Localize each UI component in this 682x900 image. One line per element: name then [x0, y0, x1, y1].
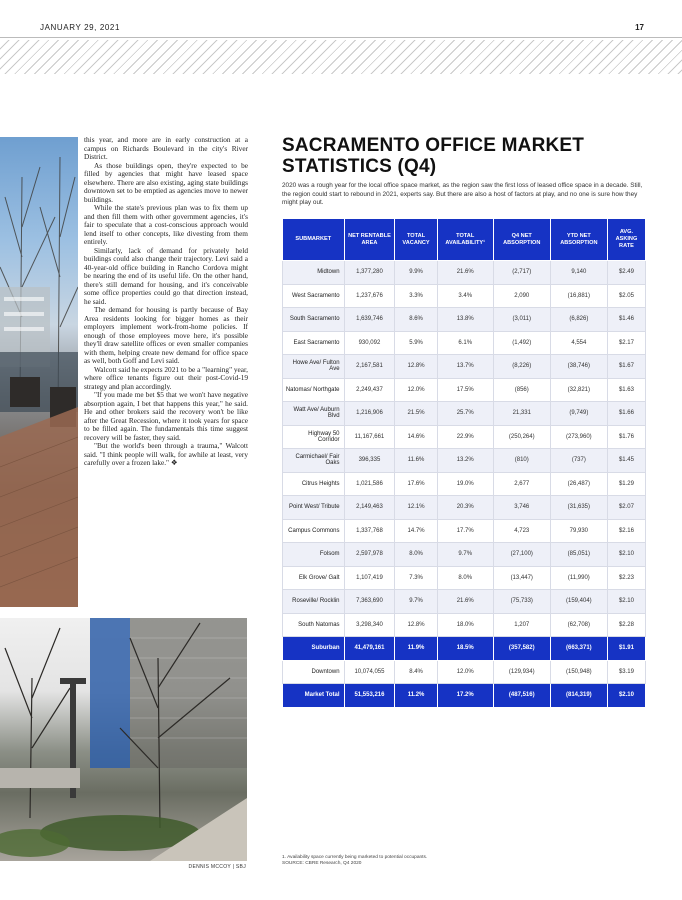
cell-total-vacancy: 12.8% [395, 613, 437, 637]
table-row [283, 637, 646, 661]
cell-submarket: South Sacramento [283, 308, 345, 332]
article-text [84, 136, 248, 468]
cell-avg-asking-rate: $2.10 [607, 590, 645, 614]
cell-total-availability: 3.4% [437, 284, 493, 308]
cell-total-availability: 21.6% [437, 261, 493, 285]
table-row [283, 590, 646, 614]
cell-total-availability: 13.7% [437, 355, 493, 379]
table-row [283, 378, 646, 402]
cell-submarket: South Natomas [283, 613, 345, 637]
table-row [283, 519, 646, 543]
cell-q4-net-absorption: 2,677 [493, 472, 550, 496]
table-row [283, 543, 646, 567]
table-row [283, 355, 646, 379]
cell-ytd-net-absorption: 4,554 [550, 331, 607, 355]
cell-ytd-net-absorption: (16,881) [550, 284, 607, 308]
cell-ytd-net-absorption: (814,319) [550, 684, 607, 708]
cell-ytd-net-absorption: (32,821) [550, 378, 607, 402]
cell-avg-asking-rate: $2.17 [607, 331, 645, 355]
cell-submarket: Midtown [283, 261, 345, 285]
cell-total-vacancy: 7.3% [395, 566, 437, 590]
cell-total-vacancy: 8.6% [395, 308, 437, 332]
cell-total-vacancy: 12.0% [395, 378, 437, 402]
table-header-row [283, 219, 646, 261]
cell-net-rentable-area: 1,639,746 [344, 308, 395, 332]
cell-submarket: West Sacramento [283, 284, 345, 308]
cell-net-rentable-area: 930,092 [344, 331, 395, 355]
cell-q4-net-absorption: (357,582) [493, 637, 550, 661]
cell-total-availability: 21.6% [437, 590, 493, 614]
cell-q4-net-absorption: (27,100) [493, 543, 550, 567]
table-row [283, 261, 646, 285]
cell-net-rentable-area: 1,107,419 [344, 566, 395, 590]
table-row [283, 402, 646, 426]
table-row [283, 308, 646, 332]
cell-total-availability: 9.7% [437, 543, 493, 567]
cell-net-rentable-area: 2,167,581 [344, 355, 395, 379]
building-photo [0, 618, 247, 861]
cell-total-availability: 17.5% [437, 378, 493, 402]
table-row [283, 496, 646, 520]
table-row [283, 449, 646, 473]
article-paragraph: Walcott said he expects 2021 to be a "learning" year, where office tenants figure out their post-Covid-19 strategy and plan accordingly. [84, 364, 248, 391]
cell-q4-net-absorption: 1,207 [493, 613, 550, 637]
cell-ytd-net-absorption: (6,826) [550, 308, 607, 332]
cell-ytd-net-absorption: (663,371) [550, 637, 607, 661]
cell-submarket: Campus Commons [283, 519, 345, 543]
cell-total-vacancy: 3.3% [395, 284, 437, 308]
cell-total-vacancy: 11.2% [395, 684, 437, 708]
cell-total-vacancy: 12.1% [395, 496, 437, 520]
column-header-net-rentable-area: NET RENTABLE AREA [344, 219, 395, 261]
cell-submarket: Watt Ave/ Auburn Blvd [283, 402, 345, 426]
cell-q4-net-absorption: (75,733) [493, 590, 550, 614]
cell-ytd-net-absorption: (150,948) [550, 660, 607, 684]
article-paragraph: As those buildings open, they're expected to be filled by agencies that might have leased space elsewhere. There are also existing, aging state buildings downtown set to be emptied as agencies move to newer buildings. [84, 160, 248, 204]
table-row [283, 684, 646, 708]
cell-avg-asking-rate: $1.91 [607, 637, 645, 661]
cell-total-availability: 18.5% [437, 637, 493, 661]
cell-q4-net-absorption: (13,447) [493, 566, 550, 590]
issue-date: JANUARY 29, 2021 [40, 23, 121, 32]
cell-q4-net-absorption: (8,226) [493, 355, 550, 379]
office-market-table [282, 218, 646, 708]
cell-q4-net-absorption: (856) [493, 378, 550, 402]
cell-avg-asking-rate: $2.10 [607, 543, 645, 567]
cell-total-availability: 25.7% [437, 402, 493, 426]
column-header-q4-net-absorption: Q4 NET ABSORPTION [493, 219, 550, 261]
cell-avg-asking-rate: $3.19 [607, 660, 645, 684]
cell-total-availability: 6.1% [437, 331, 493, 355]
article-paragraph: Similarly, lack of demand for privately held buildings could also change their trajectory. Levi said a 40-year-old office building in Rancho Cordova might be nearing the end of its useful life. On the other hand, there's still demand for housing, and it's conceivable some office properties could go that direction instead, he said. [84, 245, 248, 306]
cell-submarket: Highway 50 Corridor [283, 425, 345, 449]
cell-ytd-net-absorption: (85,051) [550, 543, 607, 567]
cell-ytd-net-absorption: (31,635) [550, 496, 607, 520]
cell-ytd-net-absorption: (62,708) [550, 613, 607, 637]
cell-submarket: Folsom [283, 543, 345, 567]
table-row [283, 660, 646, 684]
cell-submarket: Point West/ Tribute [283, 496, 345, 520]
cell-submarket: East Sacramento [283, 331, 345, 355]
cell-ytd-net-absorption: (273,960) [550, 425, 607, 449]
cell-submarket: Citrus Heights [283, 472, 345, 496]
cell-total-availability: 17.2% [437, 684, 493, 708]
cell-total-availability: 13.2% [437, 449, 493, 473]
cell-ytd-net-absorption: (737) [550, 449, 607, 473]
cell-net-rentable-area: 10,074,055 [344, 660, 395, 684]
cell-net-rentable-area: 41,479,161 [344, 637, 395, 661]
cell-avg-asking-rate: $2.23 [607, 566, 645, 590]
cell-avg-asking-rate: $2.16 [607, 519, 645, 543]
cell-submarket: Natomas/ Northgate [283, 378, 345, 402]
article-paragraph: "But the world's been through a trauma," Walcott said. "I think people will walk, for awhile at least, very carefully over a frozen lake." ❖ [84, 441, 248, 467]
availability-footnote: 1. Availability space currently being marketed to potential occupants. [282, 855, 428, 860]
cell-ytd-net-absorption: (26,487) [550, 472, 607, 496]
cell-total-availability: 17.7% [437, 519, 493, 543]
cell-ytd-net-absorption: (38,746) [550, 355, 607, 379]
cell-total-vacancy: 11.9% [395, 637, 437, 661]
table-row [283, 284, 646, 308]
cell-q4-net-absorption: (487,516) [493, 684, 550, 708]
table-row [283, 613, 646, 637]
stats-title: SACRAMENTO OFFICE MARKET STATISTICS (Q4) [282, 135, 585, 177]
cell-avg-asking-rate: $2.07 [607, 496, 645, 520]
table-body [283, 261, 646, 708]
cell-net-rentable-area: 396,335 [344, 449, 395, 473]
cell-net-rentable-area: 7,363,690 [344, 590, 395, 614]
cell-total-vacancy: 12.8% [395, 355, 437, 379]
cell-net-rentable-area: 1,377,280 [344, 261, 395, 285]
cell-avg-asking-rate: $1.45 [607, 449, 645, 473]
cell-total-vacancy: 14.7% [395, 519, 437, 543]
column-header-total-availability: TOTAL AVAILABILITY¹ [437, 219, 493, 261]
cell-submarket: Suburban [283, 637, 345, 661]
cell-submarket: Carmichael/ Fair Oaks [283, 449, 345, 473]
table-footnote [282, 855, 652, 867]
cell-total-vacancy: 17.6% [395, 472, 437, 496]
cell-total-availability: 22.9% [437, 425, 493, 449]
cell-avg-asking-rate: $2.05 [607, 284, 645, 308]
cell-total-vacancy: 5.9% [395, 331, 437, 355]
article-paragraph: "If you made me bet $5 that we won't have negative absorption again, I bet that happens this year," he said. He and other brokers said the recovery won't be like after the Great Recession, where it took years for space to be filled again. The fundamentals this time suggest recovery will be faster, they said. [84, 390, 248, 442]
decorative-hatch-band [0, 40, 682, 74]
table-row [283, 566, 646, 590]
cell-q4-net-absorption: (129,934) [493, 660, 550, 684]
cell-net-rentable-area: 1,021,586 [344, 472, 395, 496]
cell-submarket: Howe Ave/ Fulton Ave [283, 355, 345, 379]
street-photo-art [0, 137, 78, 607]
article-paragraph: While the state's previous plan was to fix them up and then fill them with other government agencies, it's fair to speculate that a cost-conscious approach would lend itself to other concepts, like divesting from them entirely. [84, 203, 248, 246]
cell-net-rentable-area: 1,237,676 [344, 284, 395, 308]
cell-ytd-net-absorption: (11,990) [550, 566, 607, 590]
cell-net-rentable-area: 51,553,216 [344, 684, 395, 708]
cell-q4-net-absorption: (1,492) [493, 331, 550, 355]
article-paragraph: The demand for housing is partly because of Bay Area residents looking for bigger homes as their employers implement work-from-home policies. If enough of those employees move here, it's possible they'll draw satellite offices or even smaller companies with them, helping create new demand for office space as well, both Goff and Levi said. [84, 305, 248, 365]
cell-q4-net-absorption: (810) [493, 449, 550, 473]
cell-q4-net-absorption: (3,011) [493, 308, 550, 332]
cell-ytd-net-absorption: 79,930 [550, 519, 607, 543]
table-row [283, 472, 646, 496]
cell-avg-asking-rate: $1.67 [607, 355, 645, 379]
cell-net-rentable-area: 2,249,437 [344, 378, 395, 402]
cell-avg-asking-rate: $1.29 [607, 472, 645, 496]
cell-submarket: Roseville/ Rocklin [283, 590, 345, 614]
column-header-total-vacancy: TOTAL VACANCY [395, 219, 437, 261]
column-header-avg-asking-rate: AVG. ASKING RATE [607, 219, 645, 261]
cell-total-vacancy: 21.5% [395, 402, 437, 426]
street-photo [0, 137, 78, 607]
cell-total-vacancy: 8.4% [395, 660, 437, 684]
cell-q4-net-absorption: (2,717) [493, 261, 550, 285]
column-header-submarket: SUBMARKET [283, 219, 345, 261]
cell-total-vacancy: 14.6% [395, 425, 437, 449]
cell-avg-asking-rate: $1.66 [607, 402, 645, 426]
cell-q4-net-absorption: 3,746 [493, 496, 550, 520]
cell-avg-asking-rate: $2.28 [607, 613, 645, 637]
cell-net-rentable-area: 11,167,661 [344, 425, 395, 449]
article-paragraph: this year, and more are in early construction at a campus on Richards Boulevard in the city's River District. [84, 135, 248, 161]
cell-submarket: Market Total [283, 684, 345, 708]
cell-ytd-net-absorption: 9,140 [550, 261, 607, 285]
cell-total-availability: 8.0% [437, 566, 493, 590]
cell-avg-asking-rate: $1.76 [607, 425, 645, 449]
cell-total-availability: 19.0% [437, 472, 493, 496]
photo-credit: DENNIS MCCOY | SBJ [188, 864, 246, 870]
table-row [283, 331, 646, 355]
cell-q4-net-absorption: 21,331 [493, 402, 550, 426]
cell-net-rentable-area: 1,216,906 [344, 402, 395, 426]
cell-q4-net-absorption: 2,090 [493, 284, 550, 308]
building-photo-art [0, 618, 247, 861]
cell-total-vacancy: 9.7% [395, 590, 437, 614]
cell-net-rentable-area: 2,597,978 [344, 543, 395, 567]
cell-total-availability: 12.0% [437, 660, 493, 684]
cell-net-rentable-area: 1,337,768 [344, 519, 395, 543]
cell-q4-net-absorption: 4,723 [493, 519, 550, 543]
table-row [283, 425, 646, 449]
page-number: 17 [635, 23, 644, 32]
cell-submarket: Downtown [283, 660, 345, 684]
cell-submarket: Elk Grove/ Galt [283, 566, 345, 590]
stats-intro: 2020 was a rough year for the local office space market, as the region saw the first loss of leased office space in a decade. Still, the region could start to rebound in 2021, experts say. But there are also a host of factors at play, and no one is sure how they might play out. [282, 182, 643, 207]
cell-net-rentable-area: 3,298,340 [344, 613, 395, 637]
cell-total-availability: 20.3% [437, 496, 493, 520]
cell-q4-net-absorption: (250,264) [493, 425, 550, 449]
cell-avg-asking-rate: $1.46 [607, 308, 645, 332]
header-divider [0, 37, 682, 38]
cell-net-rentable-area: 2,149,463 [344, 496, 395, 520]
cell-total-availability: 18.0% [437, 613, 493, 637]
source-note: SOURCE: CBRE Research, Q4 2020 [282, 861, 362, 866]
cell-ytd-net-absorption: (159,404) [550, 590, 607, 614]
cell-total-vacancy: 11.6% [395, 449, 437, 473]
cell-total-availability: 13.8% [437, 308, 493, 332]
cell-avg-asking-rate: $2.10 [607, 684, 645, 708]
column-header-ytd-net-absorption: YTD NET ABSORPTION [550, 219, 607, 261]
cell-avg-asking-rate: $2.49 [607, 261, 645, 285]
cell-total-vacancy: 9.9% [395, 261, 437, 285]
cell-total-vacancy: 8.0% [395, 543, 437, 567]
cell-ytd-net-absorption: (9,749) [550, 402, 607, 426]
cell-avg-asking-rate: $1.63 [607, 378, 645, 402]
